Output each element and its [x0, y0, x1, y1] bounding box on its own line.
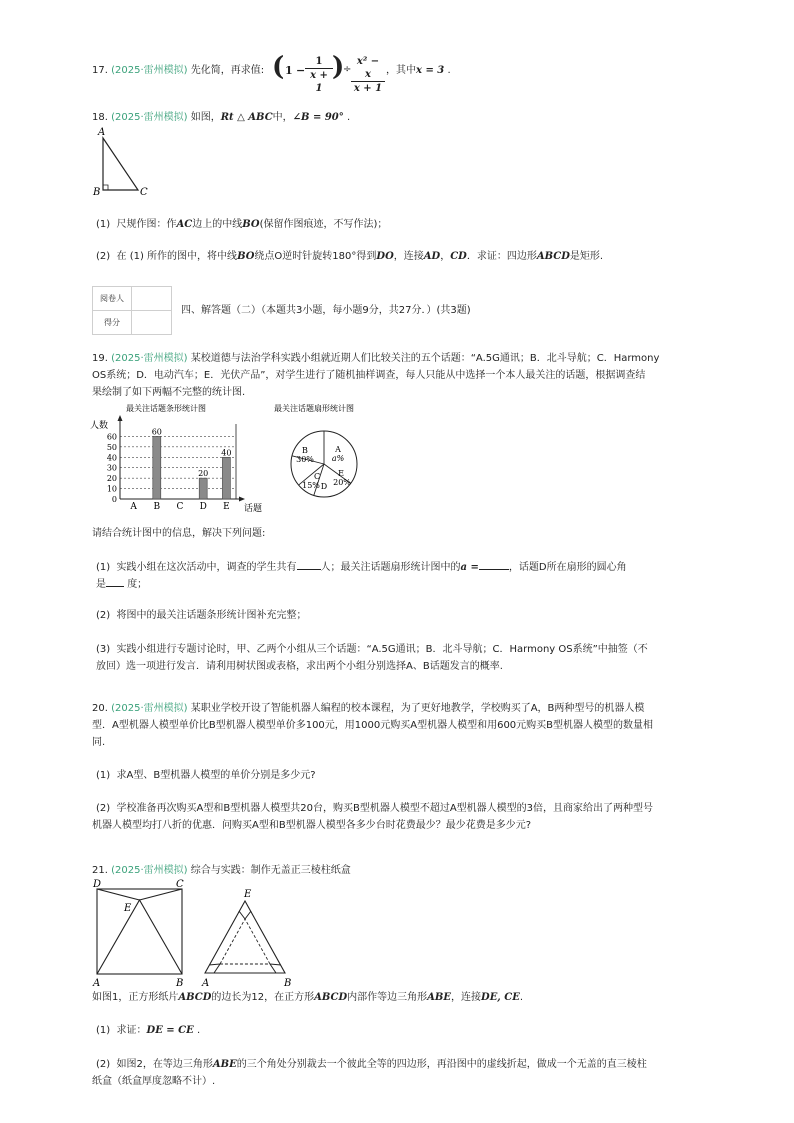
q17-frac2-den: x + 1 [353, 83, 383, 94]
q19-part1 [96, 560, 627, 575]
q19-p3-no: (3) [96, 644, 111, 655]
q18-part2-ad: AD [423, 251, 441, 262]
q20-part2 [96, 802, 653, 816]
q17-stem [92, 64, 264, 78]
q18-part1-c: (保留作图痕迹，不写作法)； [259, 219, 388, 230]
q21-desc-abcd: ABCD [178, 992, 212, 1003]
q17-minus: − [296, 64, 306, 77]
q18-label-b: B [93, 187, 101, 198]
q19-blank-total[interactable] [297, 560, 321, 570]
q19-p1-a: 实践小组在这次活动中，调查的学生共有 [116, 562, 297, 573]
q19-p1-c: ，话题D所在扇形的圆心角 [508, 562, 627, 573]
q18-stem [92, 111, 350, 125]
q18-part1-no: (1) [96, 219, 111, 230]
bar-chart-ylabel: 人数 [90, 421, 109, 431]
q17-frac1 [305, 55, 333, 95]
q19-number: 19. [92, 353, 108, 364]
q19-part3-line2: 放回）选一项进行发言．请利用树状图或表格，求出两个小组分别选择A、B话题发言的概率. [96, 661, 503, 672]
bar-chart-xlabel: 话题 [244, 504, 263, 514]
bar-ytick-60: 60 [106, 432, 117, 442]
q21-fig1-b: B [176, 978, 184, 989]
bar-xtick-b: B [153, 502, 161, 512]
q21-desc-e: . [519, 992, 524, 1003]
q21-part2-line2: 纸盒（纸盒厚度忽略不计）. [92, 1076, 216, 1087]
q21-fig2-b: B [284, 978, 292, 989]
q21-p2-a: 如图2，在等边三角形 [116, 1059, 213, 1070]
q21-lead: 综合与实践：制作无盖正三棱柱纸盒 [190, 865, 351, 876]
q17-left-paren: ( [272, 52, 285, 82]
q20-line1 [92, 702, 644, 716]
q18-part2-c: ，连接 [393, 251, 424, 262]
q18-source: (2025·雷州模拟) [111, 112, 188, 123]
q19-p2-no: (2) [96, 610, 111, 621]
q21-fig2-e: E [244, 889, 252, 900]
q20-line2: 型．A型机器人模型单价比B型机器人模型单价多100元，用1000元购买A型机器人模型和用600元购买B型机器人模型的数量相 [92, 720, 654, 731]
q20-p1-text: 求A型、B型机器人模型的单价分别是多少元? [116, 770, 316, 781]
q21-fig2-cut-b2 [270, 964, 281, 965]
bar-xtick-d: D [199, 502, 207, 512]
q20-source: (2025·雷州模拟) [111, 703, 188, 714]
pie-value-b: 30% [296, 455, 314, 464]
q20-part1 [96, 769, 316, 783]
q19-part1-cont [96, 577, 147, 592]
q18-mid: 中， [272, 112, 293, 123]
q17-tail [386, 64, 451, 78]
q18-part2-a: 在 (1) 所作的图中，将中线 [116, 251, 238, 262]
q21-desc-abcd2: ABCD [314, 992, 348, 1003]
q20-number: 20. [92, 703, 108, 714]
q17-lead: 先化简，再求值: [190, 65, 265, 76]
pie-label-a: A [335, 445, 341, 454]
bar-ytick-40: 40 [106, 453, 117, 463]
q18-part1-ac: AC [176, 219, 193, 230]
q19-intro: 请结合统计图中的信息，解决下列问题: [92, 528, 266, 539]
q17-one: 1 [285, 64, 293, 77]
q20-p2-no: (2) [96, 803, 111, 814]
bar-b [153, 436, 161, 499]
q21-fig1-e: E [124, 903, 132, 914]
q21-fig2-outer-triangle [205, 901, 285, 973]
q20-part2-line2: 机器人模型均打八折的优惠．问购买A型和B型机器人模型各多少台时花费最少？最少花费是多少元? [92, 820, 532, 831]
q18-end: . [346, 112, 351, 123]
q18-label-a: A [98, 127, 106, 138]
q21-fig1-d: D [93, 879, 102, 890]
bar-e [222, 457, 230, 499]
q21-desc [92, 991, 523, 1005]
q21-desc-d: ，连接 [451, 992, 482, 1003]
q18-number: 18. [92, 112, 108, 123]
bar-label-b: 60 [151, 427, 162, 437]
q18-tri: Rt △ ABC [220, 112, 273, 123]
q18-right-angle-mark [103, 185, 108, 190]
q18-part2-e: 是矩形. [569, 251, 604, 262]
bar-xtick-e: E [223, 502, 230, 512]
q21-desc-c: 内部作等边三角形 [347, 992, 428, 1003]
q19-line2: OS系统；D．电动汽车；E．光伏产品”，对学生进行了随机抽样调查，每人只能从中选择一个本人最关注的话题，根据调查结 [92, 370, 646, 381]
q20-line3: 同. [92, 737, 106, 748]
q17-frac1-den: x + 1 [310, 70, 328, 94]
bar-chart [88, 400, 268, 518]
q21-triangle-abe [97, 900, 182, 974]
bar-chart-grid [120, 436, 236, 488]
q20-text-1: 某职业学校开设了智能机器人编程的校本课程，为了更好地教学，学校购买了A，B两种型号的机器人模 [190, 703, 645, 714]
q18-part2-comma: ， [440, 251, 451, 262]
q17-div: ÷ [343, 64, 352, 75]
q21-fig2-a: A [202, 978, 210, 989]
q21-square [97, 889, 182, 974]
q21-fig1-a: A [93, 978, 101, 989]
q18-part2-bo: BO [237, 251, 255, 262]
q20-p1-no: (1) [96, 770, 111, 781]
q21-desc-b: 的边长为12，在正方形 [211, 992, 315, 1003]
q21-desc-a: 如图1，正方形纸片 [92, 992, 179, 1003]
q21-desc-abe: ABE [427, 992, 452, 1003]
q21-part2 [96, 1058, 647, 1072]
pie-label-c: C [313, 472, 321, 481]
q21-fig2-cut-b1 [270, 964, 276, 973]
q21-fig2-cut-a2 [209, 964, 220, 965]
bar-chart-title: 最关注话题条形统计图 [126, 404, 206, 413]
bar-xtick-c: C [176, 502, 184, 512]
section-title: 四、解答题（二）（本题共3小题，每小题9分，共27分．）(共3题) [181, 305, 471, 316]
q17-number: 17. [92, 65, 108, 76]
q18-lead: 如图， [190, 112, 221, 123]
q17-right-paren: ) [332, 52, 345, 82]
q18-part2-cd: CD [450, 251, 467, 262]
q21-fig1-c: C [176, 879, 184, 890]
q17-tail-end: . [447, 65, 451, 76]
q21-p1-eq: DE = CE [146, 1025, 194, 1036]
q19-text-1: 某校道德与法治学科实践小组就近期人们比较关注的五个话题：“A.5G通讯；B．北斗导航；C．Harmony [190, 353, 660, 364]
q21-desc-dece: DE, CE [481, 992, 520, 1003]
q19-line1 [92, 352, 659, 366]
reviewer-cell[interactable] [132, 287, 172, 311]
q21-p2-abe: ABE [212, 1059, 237, 1070]
q18-part2-b: 绕点O逆时针旋转180°得到 [254, 251, 377, 262]
q18-part2-abcd: ABCD [536, 251, 570, 262]
pie-chart-title: 最关注话题扇形统计图 [274, 404, 354, 413]
q19-part2 [96, 609, 307, 623]
q17-source: (2025·雷州模拟) [111, 65, 188, 76]
bar-xtick-a: A [130, 502, 137, 512]
reviewer-label: 阅卷人 [93, 287, 132, 311]
score-label: 得分 [93, 311, 132, 335]
q18-part1-bo: BO [242, 219, 260, 230]
bar-ytick-50: 50 [106, 442, 117, 452]
q19-p2-text: 将图中的最关注话题条形统计图补充完整； [116, 610, 307, 621]
bar-label-d: 20 [198, 469, 209, 479]
q21-segment-ce [140, 889, 183, 900]
score-box [92, 286, 172, 335]
bar-ytick-0: 0 [111, 495, 117, 504]
q21-p1-no: (1) [96, 1025, 111, 1036]
pie-chart [270, 400, 390, 504]
q17-tail-pre: ，其中 [386, 65, 416, 76]
bar-chart-xticks [129, 502, 229, 512]
q21-p2-no: (2) [96, 1059, 111, 1070]
pie-value-e: 20% [333, 478, 351, 487]
q21-p2-b: 的三个角处分别裁去一个彼此全等的四边形，再沿图中的虚线折起，做成一个无盖的直三棱柱 [236, 1059, 647, 1070]
bar-ytick-30: 30 [106, 463, 117, 473]
q19-blank-angle[interactable] [106, 577, 124, 587]
bar-chart-bars [152, 427, 232, 499]
q18-part1-a: 尺规作图：作 [116, 219, 177, 230]
q21-segment-de [97, 889, 140, 900]
q18-part1 [96, 218, 387, 232]
q17-frac1-num: 1 [305, 55, 333, 69]
pie-label-e: E [338, 469, 344, 478]
q17-frac2 [351, 55, 385, 95]
q18-label-c: C [140, 187, 148, 198]
pie-value-a: a% [331, 454, 345, 463]
q21-fig2-cut-a1 [214, 964, 220, 973]
score-cell[interactable] [132, 311, 172, 335]
q21-fig2-cut-e2 [245, 911, 251, 919]
q19-p1-var: a = [460, 562, 479, 573]
q17-tail-eq: x = 3 [416, 65, 445, 76]
bar-label-e: 40 [221, 448, 232, 458]
q21-fig2-cut-e1 [239, 911, 245, 919]
q19-part3 [96, 643, 648, 657]
q21-part1 [96, 1024, 200, 1038]
q19-p1-e: 度； [127, 579, 148, 590]
q19-p1-b: 人；最关注话题扇形统计图中的 [320, 562, 461, 573]
q19-line3: 果绘制了如下两幅不完整的统计图. [92, 387, 246, 398]
q21-p1-a: 求证： [116, 1025, 147, 1036]
bar-chart-yticks [107, 432, 117, 504]
bar-x-arrow [239, 497, 245, 502]
q19-blank-a[interactable] [479, 560, 509, 570]
q18-angle: ∠B = 90° [292, 112, 344, 123]
q18-part2-no: (2) [96, 251, 111, 262]
bar-d [199, 478, 207, 499]
q18-triangle-figure [90, 124, 160, 200]
q17-frac2-num: x² − x [351, 55, 385, 82]
q21-source: (2025·雷州模拟) [111, 865, 188, 876]
pie-label-b: B [302, 446, 308, 455]
q18-part1-b: 边上的中线 [192, 219, 243, 230]
q21-figure2 [200, 884, 300, 990]
q18-part2-d: ．求证：四边形 [466, 251, 537, 262]
q18-triangle [103, 138, 138, 190]
q21-figure1 [90, 876, 190, 990]
bar-ytick-10: 10 [106, 484, 117, 494]
q18-part2 [96, 250, 603, 264]
q19-source: (2025·雷州模拟) [111, 353, 188, 364]
pie-label-d: D [320, 482, 328, 491]
q21-fig2-fold-lines [220, 919, 270, 964]
q19-p1-no: (1) [96, 562, 111, 573]
q21-number: 21. [92, 865, 108, 876]
pie-value-c: 15% [302, 481, 320, 490]
q20-p2-text-1: 学校准备再次购买A型和B型机器人模型共20台，购买B型机器人模型不超过A型机器人模型的3倍，且商家给出了两种型号 [116, 803, 654, 814]
q19-p1-d: 是 [96, 579, 106, 590]
q21-p1-end: . [196, 1025, 201, 1036]
q18-part2-do: DO [376, 251, 394, 262]
bar-ytick-20: 20 [106, 474, 117, 484]
bar-y-arrow [118, 415, 123, 421]
q19-p3-text-1: 实践小组进行专题讨论时，甲、乙两个小组从三个话题：“A.5G通讯；B．北斗导航；C．Harmony OS系统”中抽签（不 [116, 644, 648, 655]
